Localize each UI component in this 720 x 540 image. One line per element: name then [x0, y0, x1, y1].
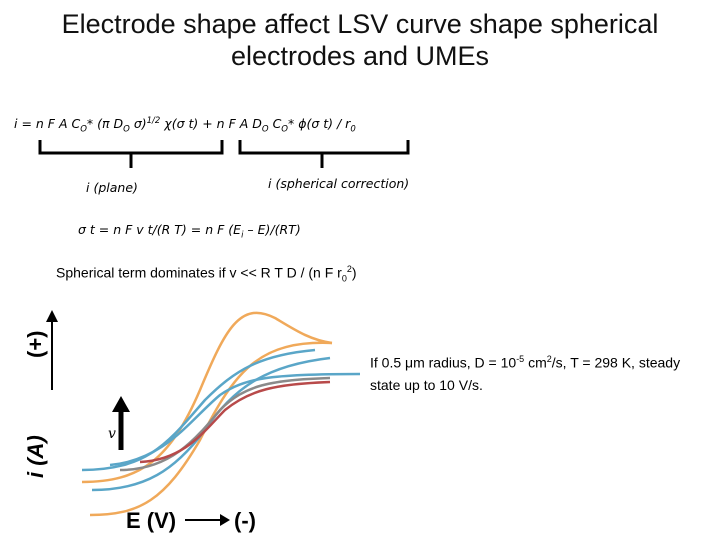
eq-part: * (π D: [86, 116, 124, 132]
scan-rate-arrow-head: [112, 396, 130, 412]
eq-sub: 0: [350, 124, 356, 135]
eq-part: * ϕ(σ t) / r: [288, 116, 351, 132]
note-part: cm: [524, 354, 547, 371]
x-axis-arrow-head: [220, 514, 230, 526]
y-axis-arrow-head: [46, 310, 58, 322]
spherical-brace: [240, 140, 408, 168]
x-negative-label: (-): [234, 508, 256, 533]
eq-part: C: [268, 116, 282, 132]
x-axis-text: E (V): [126, 508, 177, 533]
curve-blue-inner: [110, 374, 360, 465]
eq-sub: O: [261, 124, 269, 135]
dominance-condition: [56, 264, 357, 283]
curve-orange-reverse: [90, 343, 332, 515]
scan-rate-label: v: [108, 426, 116, 442]
note-part: If 0.5 μm radius, D = 10: [370, 354, 517, 371]
parameter-note: [370, 348, 700, 396]
eq-sub: O: [80, 124, 87, 135]
note-sup: -5: [516, 354, 525, 364]
eq-sub: O: [281, 124, 288, 135]
text-sup: 2: [346, 264, 352, 274]
text-part: Spherical term dominates if v << R T D / (n F r: [56, 264, 342, 281]
x-axis-label: [126, 508, 176, 534]
text-sub: 0: [341, 273, 347, 284]
eq-sup: 1/2: [146, 116, 161, 126]
plane-brace: [40, 140, 222, 168]
plane-label: i (plane): [86, 180, 138, 195]
title-line-2: electrodes and UMEs: [230, 41, 490, 71]
sigma-equation: [78, 222, 301, 241]
eq-part: i = n F A C: [14, 116, 81, 132]
eq-part: σ t = n F v t/(R T) = n F (E: [78, 222, 242, 237]
note-part: /s, T = 298 K, steady state up to 10 V/s.: [370, 354, 681, 393]
eq-part: χ(σ t) + n F A D: [160, 116, 262, 132]
eq-sub: O: [123, 124, 130, 135]
text-part: ): [351, 264, 357, 281]
spherical-label: i (spherical correction): [268, 176, 410, 191]
y-positive-label: (+): [23, 330, 48, 358]
eq-sub: i: [241, 230, 244, 241]
note-sup: 2: [546, 354, 552, 364]
eq-part: – E)/(RT): [243, 222, 301, 237]
y-axis-label: i (A): [23, 435, 48, 478]
eq-part: σ): [129, 116, 147, 132]
title-line-1: Electrode shape affect LSV curve shape spherical: [61, 9, 659, 39]
